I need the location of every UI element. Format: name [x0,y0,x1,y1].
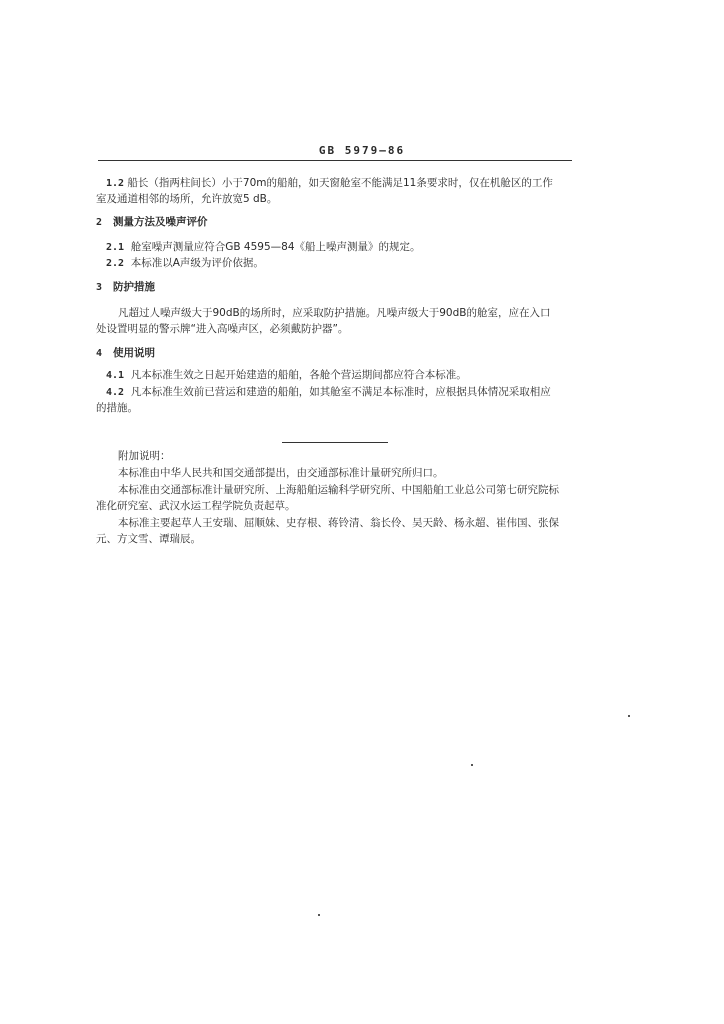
header-rule [98,160,572,161]
clause-4-2-continued: 的措施。 [96,402,138,414]
section-number: 2 [96,217,103,228]
section-2-heading [96,215,208,230]
notes-line-1: 本标准由中华人民共和国交通部提出，由交通部标准计量研究所归口。 [118,467,444,479]
section-title: 测量方法及噪声评价 [113,216,208,228]
section-3-body-line2: 处设置明显的警示牌“进入高噪声区，必须戴防护器”。 [96,323,349,335]
section-number: 4 [96,348,103,359]
scan-speck [318,914,320,916]
section-title: 使用说明 [113,347,155,359]
clause-2-1 [106,240,421,255]
clause-text: 本标准以A声级为评价依据。 [130,257,264,269]
notes-line-3: 准化研究室、武汉水运工程学院负责起草。 [96,500,296,512]
clause-number: 2.2 [106,258,125,269]
standard-number-header: GB 5979—86 [318,144,406,157]
clause-1-2 [106,176,553,191]
clause-number: 2.1 [106,242,125,253]
scan-speck [628,715,630,717]
end-rule [282,442,388,443]
clause-text: 船长（指两柱间长）小于70m的船舶，如天窗舱室不能满足11条要求时，仅在机舱区的工作 [127,177,553,189]
clause-1-2-continued: 室及通道相邻的场所，允许放宽5 dB。 [96,193,278,205]
section-title: 防护措施 [113,281,155,293]
notes-line-4: 本标准主要起草人王安瑞、屈顺妹、史存根、蒋铃清、翁长伶、吴天龄、杨永超、崔伟国、张保 [118,517,559,529]
clause-number: 1.2 [106,178,125,189]
clause-number: 4.1 [106,370,125,381]
scan-speck [471,764,473,766]
clause-text: 凡本标准生效前已营运和建造的船舶，如其舱室不满足本标准时，应根据具体情况采取相应 [130,386,551,398]
section-number: 3 [96,282,103,293]
clause-number: 4.2 [106,387,125,398]
clause-4-1 [106,368,467,383]
notes-line-5: 元、方文雪、谭瑞辰。 [96,533,201,545]
section-3-body-line1: 凡超过人噪声级大于90dB的场所时，应采取防护措施。凡噪声级大于90dB的舱室，应在入口 [118,307,551,319]
section-4-heading [96,346,155,361]
notes-title: 附加说明： [118,450,171,462]
section-3-heading [96,280,155,295]
clause-text: 舱室噪声测量应符合GB 4595—84《船上噪声测量》的规定。 [130,241,421,253]
notes-line-2: 本标准由交通部标准计量研究所、上海船舶运输科学研究所、中国船舶工业总公司第七研究院标 [118,484,559,496]
clause-4-2 [106,385,551,400]
clause-2-2 [106,256,264,271]
clause-text: 凡本标准生效之日起开始建造的船舶，各舱个营运期间都应符合本标准。 [130,369,467,381]
